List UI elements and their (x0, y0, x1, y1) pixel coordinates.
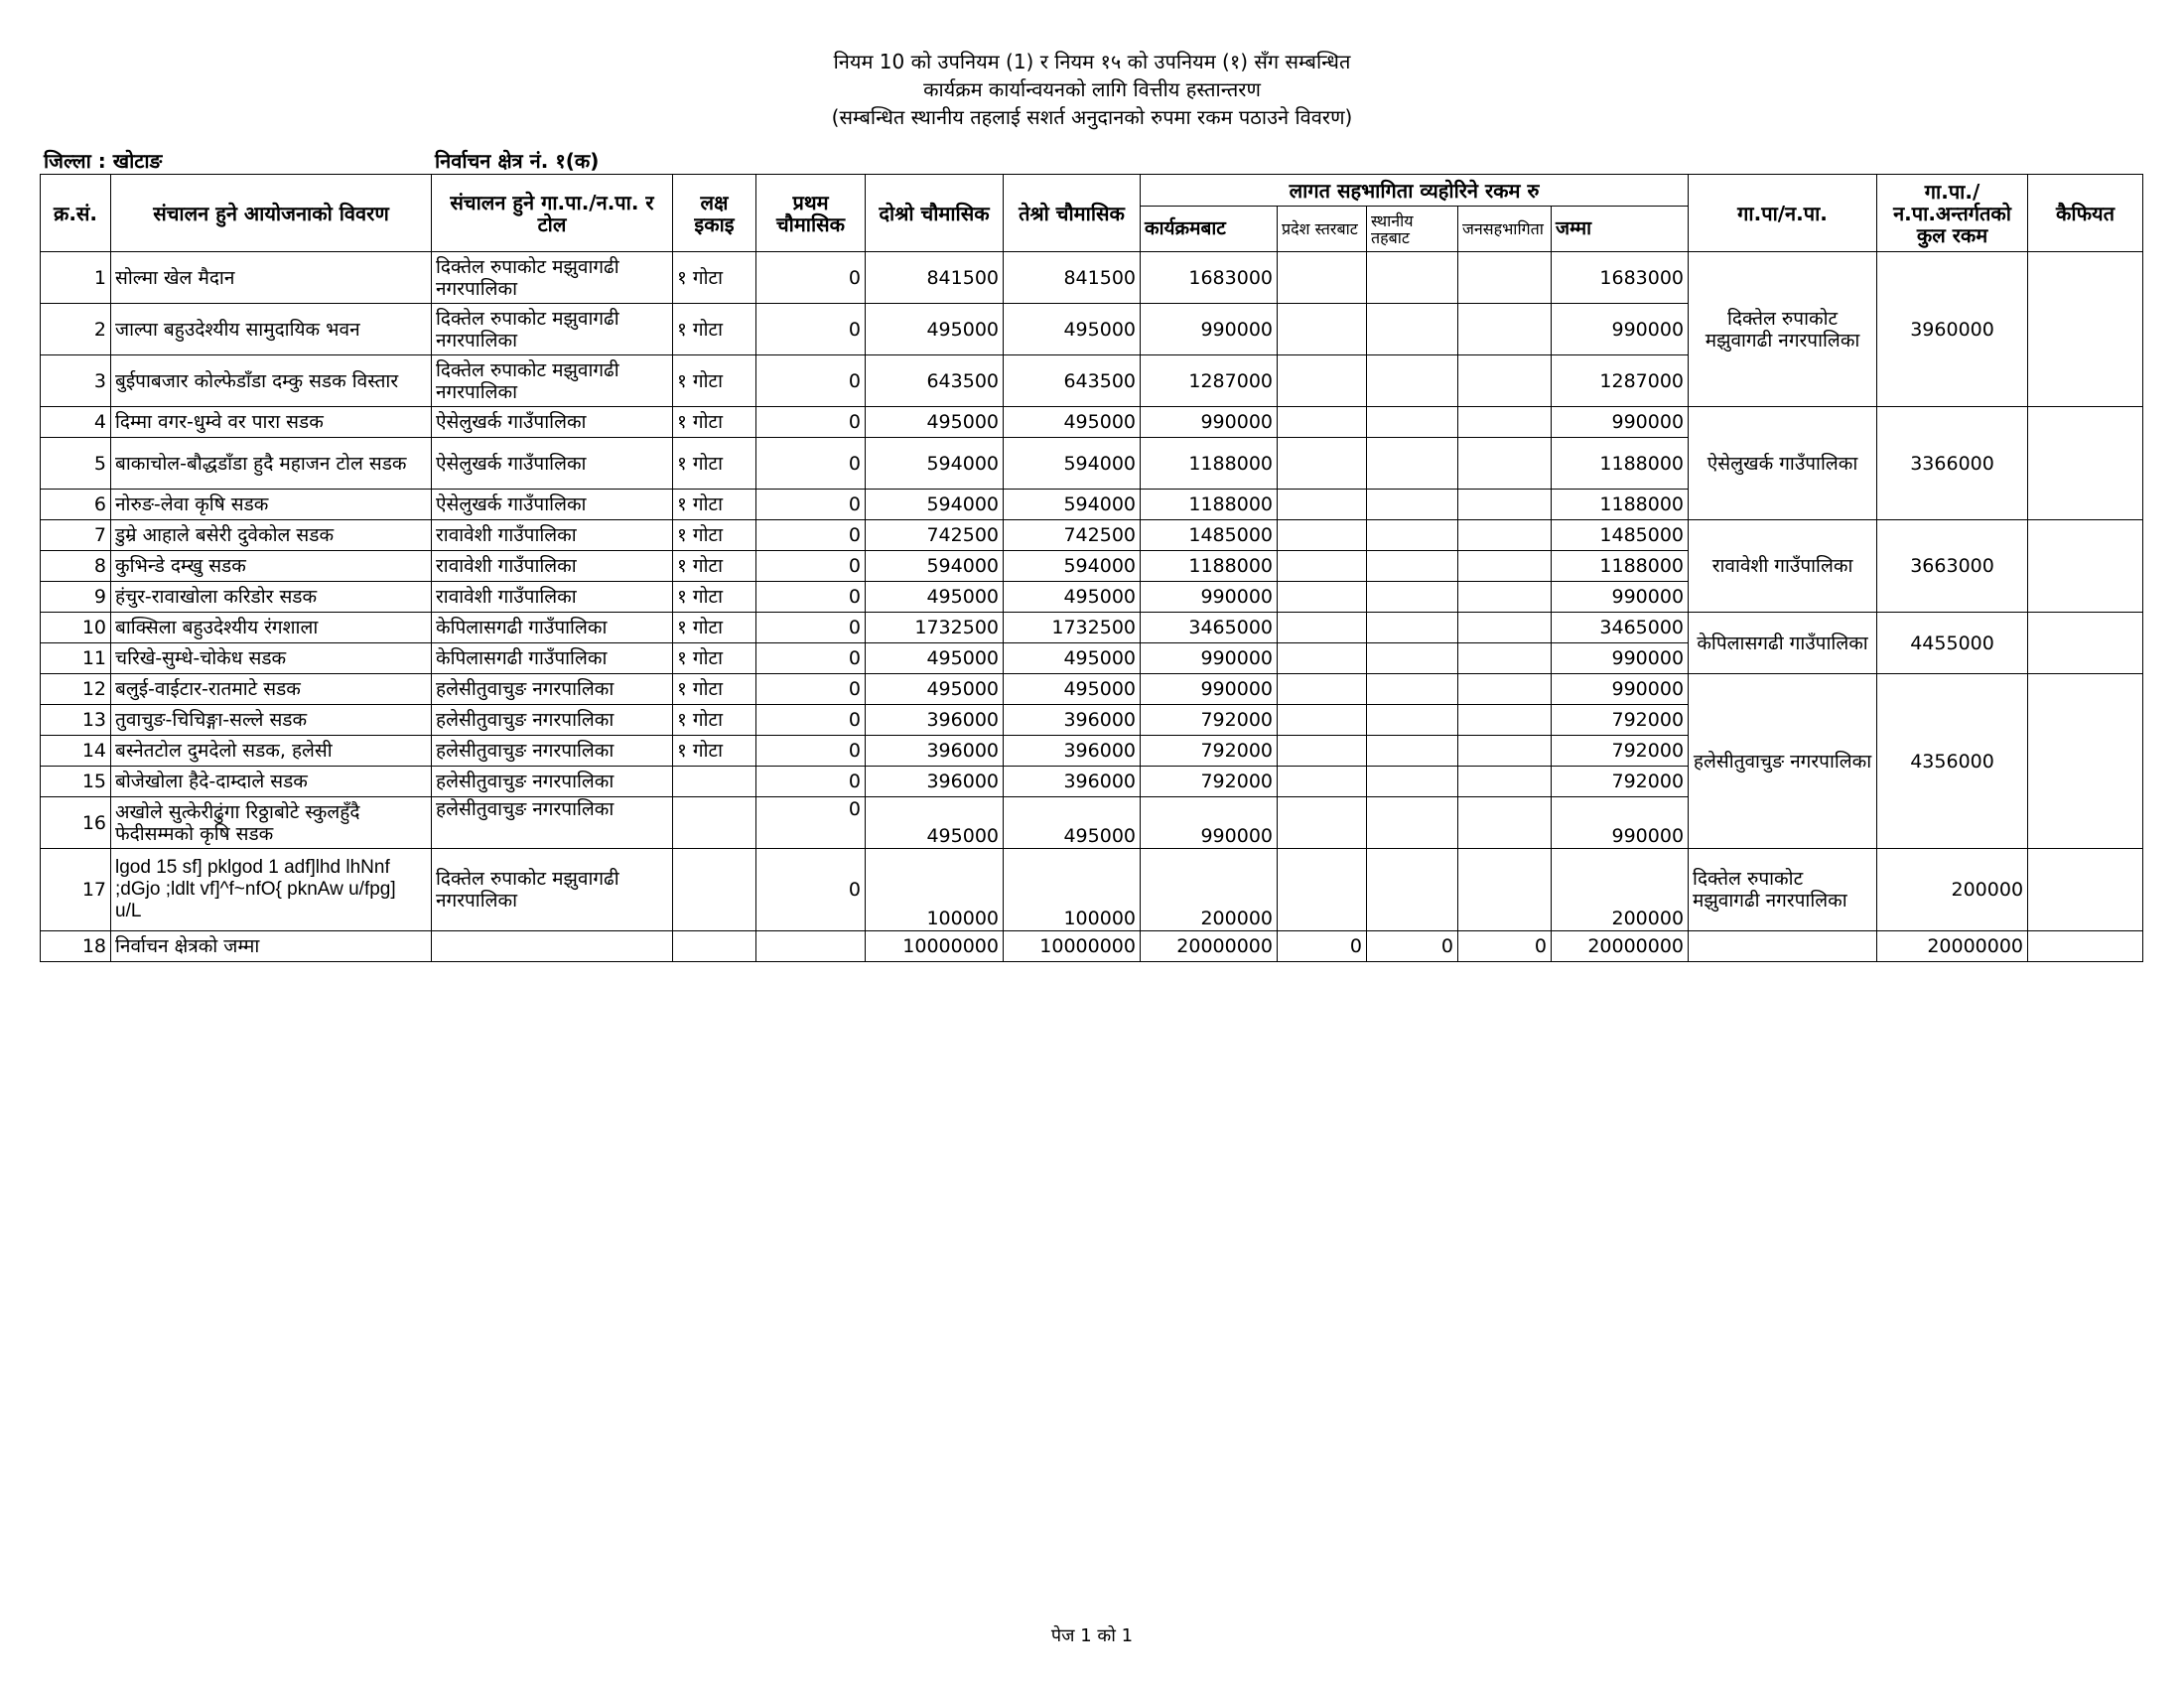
group-remarks (2028, 520, 2143, 613)
row-unit: १ गोटा (673, 490, 756, 520)
row-q2: 495000 (866, 304, 1004, 355)
group-total: 4356000 (1877, 674, 2028, 849)
row-q1: 0 (756, 767, 866, 797)
row-public (1458, 355, 1552, 407)
group-municipality: दिक्तेल रुपाकोट मझुवागढी नगरपालिका (1689, 252, 1877, 407)
row-province (1278, 438, 1367, 490)
row-local (1367, 438, 1458, 490)
row-province (1278, 252, 1367, 304)
row-project: बाकाचोल-बौद्धडाँडा हुदै महाजन टोल सडक (111, 438, 432, 490)
row-program: 990000 (1141, 674, 1278, 705)
row-sn: 15 (41, 767, 111, 797)
row-project: हंचुर-रावाखोला करिडोर सडक (111, 582, 432, 613)
row-province (1278, 643, 1367, 674)
row-total: 792000 (1552, 736, 1689, 767)
row-program: 990000 (1141, 797, 1278, 849)
row-location: दिक्तेल रुपाकोट मझुवागढी नगरपालिका (432, 849, 673, 931)
row-sn: 14 (41, 736, 111, 767)
col-muni-total: गा.पा./न.पा.अन्तर्गतको कुल रकम (1877, 175, 2028, 252)
row-sn: 9 (41, 582, 111, 613)
row-province (1278, 705, 1367, 736)
row-q1: 0 (756, 438, 866, 490)
col-project: संचालन हुने आयोजनाको विवरण (111, 175, 432, 252)
row-public (1458, 304, 1552, 355)
row-province (1278, 304, 1367, 355)
row-public (1458, 613, 1552, 643)
row-location: हलेसीतुवाचुङ नगरपालिका (432, 797, 673, 849)
row-province (1278, 582, 1367, 613)
row-q3: 594000 (1004, 438, 1141, 490)
total-muni-total: 20000000 (1877, 931, 2028, 962)
row-q1: 0 (756, 407, 866, 438)
row-project: सोल्मा खेल मैदान (111, 252, 432, 304)
row-project: lgod 15 sf] pklgod 1 adf]lhd lhNnf ;dGjo ;ldlt vf]^f~nfO{ pknAw u/fpg] u/L (111, 849, 432, 931)
row-q3: 396000 (1004, 736, 1141, 767)
row-q3: 594000 (1004, 490, 1141, 520)
row-location: हलेसीतुवाचुङ नगरपालिका (432, 705, 673, 736)
total-label: निर्वाचन क्षेत्रको जम्मा (111, 931, 432, 962)
row-q3: 1732500 (1004, 613, 1141, 643)
row-total: 1188000 (1552, 490, 1689, 520)
col-cost-group: लागत सहभागिता व्यहोरिने रकम रु (1141, 175, 1689, 207)
row-project: तुवाचुङ-चिचिङ्गा-सल्ले सडक (111, 705, 432, 736)
row-location: केपिलासगढी गाउँपालिका (432, 613, 673, 643)
group-remarks (2028, 252, 2143, 407)
row-province (1278, 767, 1367, 797)
row-q1: 0 (756, 797, 866, 849)
row-program: 792000 (1141, 767, 1278, 797)
row-location: रावावेशी गाउँपालिका (432, 520, 673, 551)
row-program: 200000 (1141, 849, 1278, 931)
total-sn: 18 (41, 931, 111, 962)
row-location: हलेसीतुवाचुङ नगरपालिका (432, 767, 673, 797)
row-location: दिक्तेल रुपाकोट मझुवागढी नगरपालिका (432, 355, 673, 407)
row-sn: 17 (41, 849, 111, 931)
row-project: बाक्सिला बहुउदेश्यीय रंगशाला (111, 613, 432, 643)
row-project: बलुई-वाईटार-रातमाटे सडक (111, 674, 432, 705)
col-program: कार्यक्रमबाट (1141, 207, 1278, 252)
row-local (1367, 520, 1458, 551)
row-program: 1188000 (1141, 438, 1278, 490)
row-program: 990000 (1141, 582, 1278, 613)
row-province (1278, 674, 1367, 705)
header-line-2: कार्यक्रम कार्यान्वयनको लागि वित्तीय हस्तान्तरण (923, 77, 1261, 101)
group-municipality: केपिलासगढी गाउँपालिका (1689, 613, 1877, 674)
row-public (1458, 643, 1552, 674)
row-q2: 495000 (866, 582, 1004, 613)
row-q3: 495000 (1004, 643, 1141, 674)
row-program: 990000 (1141, 643, 1278, 674)
table-body (41, 252, 2143, 962)
row-total: 990000 (1552, 582, 1689, 613)
row-public (1458, 674, 1552, 705)
row-province (1278, 736, 1367, 767)
row-total: 990000 (1552, 674, 1689, 705)
row-public (1458, 438, 1552, 490)
col-total: जम्मा (1552, 207, 1689, 252)
row-province (1278, 520, 1367, 551)
group-remarks (2028, 407, 2143, 520)
row-q2: 841500 (866, 252, 1004, 304)
table-row (41, 849, 2143, 931)
row-sn: 6 (41, 490, 111, 520)
row-local (1367, 797, 1458, 849)
page-number: पेज 1 को 1 (1050, 1625, 1134, 1646)
row-local (1367, 705, 1458, 736)
row-local (1367, 252, 1458, 304)
table-row (41, 252, 2143, 304)
row-total: 990000 (1552, 797, 1689, 849)
row-total: 792000 (1552, 705, 1689, 736)
row-sn: 16 (41, 797, 111, 849)
col-municipality: गा.पा/न.पा. (1689, 175, 1877, 252)
allocation-table (40, 174, 2143, 962)
row-local (1367, 849, 1458, 931)
group-total: 4455000 (1877, 613, 2028, 674)
row-local (1367, 355, 1458, 407)
group-total: 200000 (1877, 849, 2028, 931)
row-unit: १ गोटा (673, 613, 756, 643)
row-project: नोरुङ-लेवा कृषि सडक (111, 490, 432, 520)
row-total: 990000 (1552, 643, 1689, 674)
row-q1: 0 (756, 582, 866, 613)
row-q1: 0 (756, 736, 866, 767)
row-q2: 594000 (866, 438, 1004, 490)
total-total: 20000000 (1552, 931, 1689, 962)
row-program: 990000 (1141, 407, 1278, 438)
col-remarks: कैफियत (2028, 175, 2143, 252)
row-q3: 495000 (1004, 304, 1141, 355)
row-total: 1188000 (1552, 551, 1689, 582)
row-q3: 396000 (1004, 767, 1141, 797)
group-total: 3960000 (1877, 252, 2028, 407)
row-q3: 100000 (1004, 849, 1141, 931)
row-q2: 1732500 (866, 613, 1004, 643)
group-remarks (2028, 674, 2143, 849)
row-q3: 841500 (1004, 252, 1141, 304)
row-program: 792000 (1141, 736, 1278, 767)
district-label: जिल्ला : खोटाङ (44, 149, 163, 173)
row-total: 1485000 (1552, 520, 1689, 551)
row-sn: 2 (41, 304, 111, 355)
row-local (1367, 613, 1458, 643)
row-sn: 7 (41, 520, 111, 551)
col-q2: दोश्रो चौमासिक (866, 175, 1004, 252)
col-unit: लक्ष इकाइ (673, 175, 756, 252)
row-project: डुम्रे आहाले बसेरी दुवेकोल सडक (111, 520, 432, 551)
group-remarks (2028, 613, 2143, 674)
row-q1: 0 (756, 643, 866, 674)
row-program: 1188000 (1141, 551, 1278, 582)
row-program: 3465000 (1141, 613, 1278, 643)
row-province (1278, 849, 1367, 931)
row-local (1367, 674, 1458, 705)
total-public: 0 (1458, 931, 1552, 962)
row-q3: 742500 (1004, 520, 1141, 551)
row-q1: 0 (756, 613, 866, 643)
row-location: दिक्तेल रुपाकोट मझुवागढी नगरपालिका (432, 252, 673, 304)
row-total: 792000 (1552, 767, 1689, 797)
row-unit: १ गोटा (673, 304, 756, 355)
row-public (1458, 582, 1552, 613)
row-project: बस्नेतटोल दुमदेलो सडक, हलेसी (111, 736, 432, 767)
constituency-label: निर्वाचन क्षेत्र नं. १(क) (435, 149, 600, 173)
row-q1: 0 (756, 252, 866, 304)
row-province (1278, 490, 1367, 520)
row-local (1367, 551, 1458, 582)
row-local (1367, 736, 1458, 767)
row-province (1278, 355, 1367, 407)
row-unit (673, 849, 756, 931)
row-q1: 0 (756, 705, 866, 736)
row-program: 1188000 (1141, 490, 1278, 520)
group-municipality: हलेसीतुवाचुङ नगरपालिका (1689, 674, 1877, 849)
row-total: 990000 (1552, 407, 1689, 438)
col-q3: तेश्रो चौमासिक (1004, 175, 1141, 252)
row-public (1458, 705, 1552, 736)
row-q2: 594000 (866, 490, 1004, 520)
row-unit: १ गोटा (673, 355, 756, 407)
row-program: 990000 (1141, 304, 1278, 355)
row-q3: 495000 (1004, 407, 1141, 438)
row-total: 1683000 (1552, 252, 1689, 304)
row-province (1278, 613, 1367, 643)
group-remarks (2028, 849, 2143, 931)
col-province: प्रदेश स्तरबाट (1278, 207, 1367, 252)
row-province (1278, 407, 1367, 438)
row-q2: 495000 (866, 643, 1004, 674)
col-local: स्थानीय तहबाट (1367, 207, 1458, 252)
row-public (1458, 797, 1552, 849)
row-location: ऐसेलुखर्क गाउँपालिका (432, 438, 673, 490)
row-q2: 396000 (866, 705, 1004, 736)
row-public (1458, 252, 1552, 304)
group-total: 3366000 (1877, 407, 2028, 520)
row-sn: 12 (41, 674, 111, 705)
total-q3: 10000000 (1004, 931, 1141, 962)
row-q1: 0 (756, 551, 866, 582)
row-total: 200000 (1552, 849, 1689, 931)
row-total: 3465000 (1552, 613, 1689, 643)
row-q1: 0 (756, 490, 866, 520)
row-location: ऐसेलुखर्क गाउँपालिका (432, 490, 673, 520)
group-total: 3663000 (1877, 520, 2028, 613)
row-q2: 643500 (866, 355, 1004, 407)
row-project: अखोले सुत्केरीढुंगा रिठ्ठाबोटे स्कुलहुँदै फेदीसम्मको कृषि सडक (111, 797, 432, 849)
row-unit: १ गोटा (673, 551, 756, 582)
row-q3: 495000 (1004, 797, 1141, 849)
row-sn: 3 (41, 355, 111, 407)
row-local (1367, 490, 1458, 520)
row-province (1278, 551, 1367, 582)
row-program: 1683000 (1141, 252, 1278, 304)
row-q3: 495000 (1004, 582, 1141, 613)
row-total: 1188000 (1552, 438, 1689, 490)
total-local: 0 (1367, 931, 1458, 962)
row-sn: 1 (41, 252, 111, 304)
row-local (1367, 304, 1458, 355)
row-local (1367, 407, 1458, 438)
row-project: जाल्पा बहुउदेश्यीय सामुदायिक भवन (111, 304, 432, 355)
row-q1: 0 (756, 355, 866, 407)
row-q2: 396000 (866, 767, 1004, 797)
row-location: हलेसीतुवाचुङ नगरपालिका (432, 674, 673, 705)
row-location: रावावेशी गाउँपालिका (432, 551, 673, 582)
row-program: 1287000 (1141, 355, 1278, 407)
total-row (41, 931, 2143, 962)
row-unit: १ गोटा (673, 438, 756, 490)
row-total: 1287000 (1552, 355, 1689, 407)
row-q3: 396000 (1004, 705, 1141, 736)
row-public (1458, 520, 1552, 551)
row-q2: 495000 (866, 797, 1004, 849)
table-row (41, 520, 2143, 551)
row-sn: 8 (41, 551, 111, 582)
row-local (1367, 582, 1458, 613)
row-q2: 396000 (866, 736, 1004, 767)
row-sn: 5 (41, 438, 111, 490)
row-q2: 495000 (866, 407, 1004, 438)
row-public (1458, 490, 1552, 520)
row-q2: 100000 (866, 849, 1004, 931)
row-unit (673, 767, 756, 797)
row-local (1367, 643, 1458, 674)
table-row (41, 407, 2143, 438)
row-project: बुईपाबजार कोल्फेडाँडा दम्कु सडक विस्तार (111, 355, 432, 407)
row-q3: 643500 (1004, 355, 1141, 407)
row-location: ऐसेलुखर्क गाउँपालिका (432, 407, 673, 438)
col-location: संचालन हुने गा.पा./न.पा. र टोल (432, 175, 673, 252)
total-province: 0 (1278, 931, 1367, 962)
row-public (1458, 736, 1552, 767)
row-project: कुभिन्डे दम्खु सडक (111, 551, 432, 582)
row-unit: १ गोटा (673, 674, 756, 705)
row-q3: 495000 (1004, 674, 1141, 705)
row-sn: 10 (41, 613, 111, 643)
group-municipality: दिक्तेल रुपाकोट मझुवागढी नगरपालिका (1689, 849, 1877, 931)
row-public (1458, 407, 1552, 438)
row-unit: १ गोटा (673, 705, 756, 736)
row-q1: 0 (756, 849, 866, 931)
row-unit: १ गोटा (673, 407, 756, 438)
col-sn: क्र.सं. (41, 175, 111, 252)
row-q1: 0 (756, 304, 866, 355)
col-q1: प्रथम चौमासिक (756, 175, 866, 252)
row-public (1458, 551, 1552, 582)
row-public (1458, 767, 1552, 797)
header-line-3: (सम्बन्धित स्थानीय तहलाई सशर्त अनुदानको रुपमा रकम पठाउने विवरण) (831, 105, 1353, 129)
header-line-1: नियम 10 को उपनियम (1) र नियम १५ को उपनियम (१) सँग सम्बन्धित (833, 50, 1351, 73)
row-sn: 4 (41, 407, 111, 438)
row-q1: 0 (756, 520, 866, 551)
row-project: बोजेखोला हैदे-दाम्दाले सडक (111, 767, 432, 797)
total-q2: 10000000 (866, 931, 1004, 962)
row-program: 792000 (1141, 705, 1278, 736)
row-unit: १ गोटा (673, 582, 756, 613)
row-local (1367, 767, 1458, 797)
row-location: हलेसीतुवाचुङ नगरपालिका (432, 736, 673, 767)
group-municipality: रावावेशी गाउँपालिका (1689, 520, 1877, 613)
row-project: दिम्मा वगर-धुम्वे वर पारा सडक (111, 407, 432, 438)
row-sn: 13 (41, 705, 111, 736)
row-unit: १ गोटा (673, 643, 756, 674)
row-q3: 594000 (1004, 551, 1141, 582)
table-row (41, 613, 2143, 643)
row-q2: 495000 (866, 674, 1004, 705)
row-unit: १ गोटा (673, 736, 756, 767)
table-row (41, 674, 2143, 705)
row-q1: 0 (756, 674, 866, 705)
row-location: रावावेशी गाउँपालिका (432, 582, 673, 613)
row-sn: 11 (41, 643, 111, 674)
row-total: 990000 (1552, 304, 1689, 355)
total-program: 20000000 (1141, 931, 1278, 962)
row-unit: १ गोटा (673, 252, 756, 304)
row-unit (673, 797, 756, 849)
row-program: 1485000 (1141, 520, 1278, 551)
row-province (1278, 797, 1367, 849)
row-q2: 594000 (866, 551, 1004, 582)
row-location: दिक्तेल रुपाकोट मझुवागढी नगरपालिका (432, 304, 673, 355)
col-public: जनसहभागिता (1458, 207, 1552, 252)
row-q2: 742500 (866, 520, 1004, 551)
group-municipality: ऐसेलुखर्क गाउँपालिका (1689, 407, 1877, 520)
row-project: चरिखे-सुम्धे-चोकेध सडक (111, 643, 432, 674)
row-unit: १ गोटा (673, 520, 756, 551)
row-public (1458, 849, 1552, 931)
row-location: केपिलासगढी गाउँपालिका (432, 643, 673, 674)
